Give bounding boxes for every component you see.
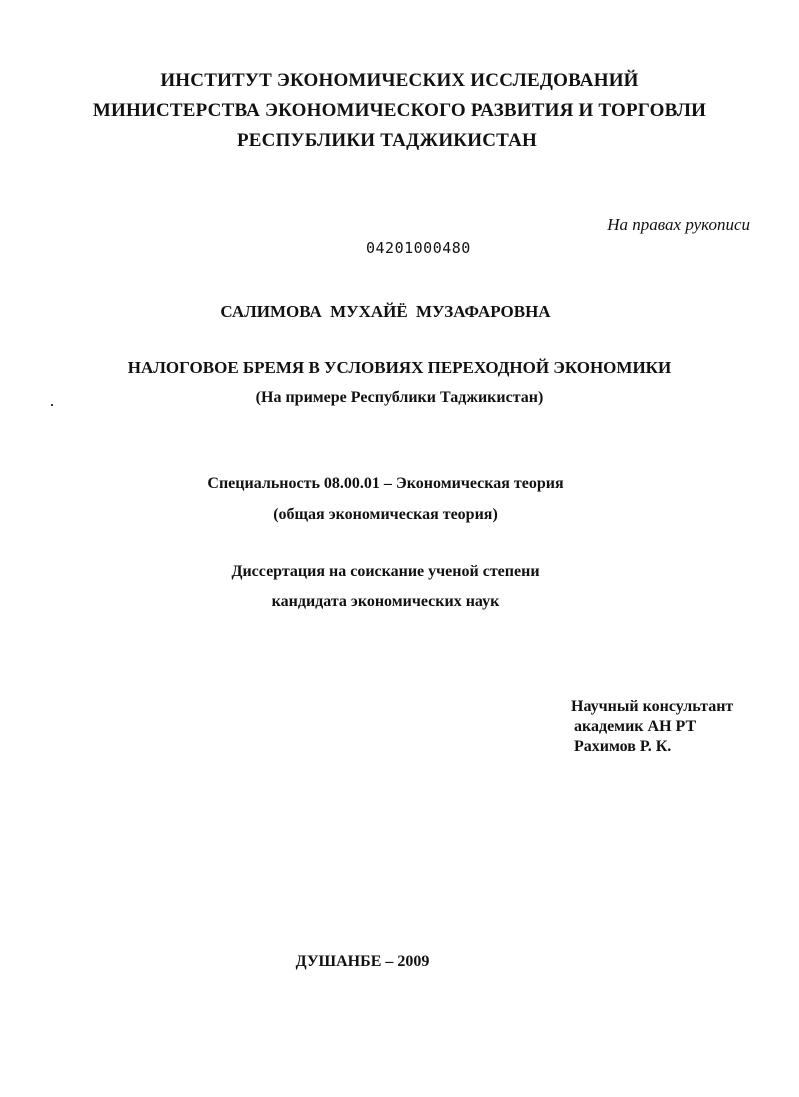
degree-line-1: Диссертация на соискание ученой степени — [231, 563, 540, 580]
degree-line-2: кандидата экономических наук — [271, 593, 500, 610]
dissertation-title: НАЛОГОВОЕ БРЕМЯ В УСЛОВИЯХ ПЕРЕХОДНОЙ ЭКОНОМИКИ — [127, 358, 672, 377]
scan-speck — [51, 404, 53, 406]
registry-code: 04201000480 — [366, 239, 471, 257]
consultant-name: Рахимов Р. К. — [574, 738, 672, 755]
manuscript-note: На правах рукописи — [607, 215, 750, 234]
footer-city-year: ДУШАНБЕ – 2009 — [295, 953, 430, 970]
institute-line-1: ИНСТИТУТ ЭКОНОМИЧЕСКИХ ИССЛЕДОВАНИЙ — [160, 70, 639, 91]
institute-line-3: РЕСПУБЛИКИ ТАДЖИКИСТАН — [236, 130, 538, 151]
institute-line-2: МИНИСТЕРСТВА ЭКОНОМИЧЕСКОГО РАЗВИТИЯ И ТОРГОВЛИ — [92, 100, 707, 121]
specialty-line-1: Специальность 08.00.01 – Экономическая теория — [207, 475, 564, 492]
author-name: САЛИМОВА МУХАЙЁ МУЗАФАРОВНА — [220, 302, 551, 321]
specialty-line-2: (общая экономическая теория) — [273, 506, 498, 523]
consultant-rank: академик АН РТ — [574, 718, 697, 735]
consultant-role: Научный консультант — [571, 698, 734, 715]
dissertation-subtitle: (На примере Республики Таджикистан) — [255, 389, 544, 406]
